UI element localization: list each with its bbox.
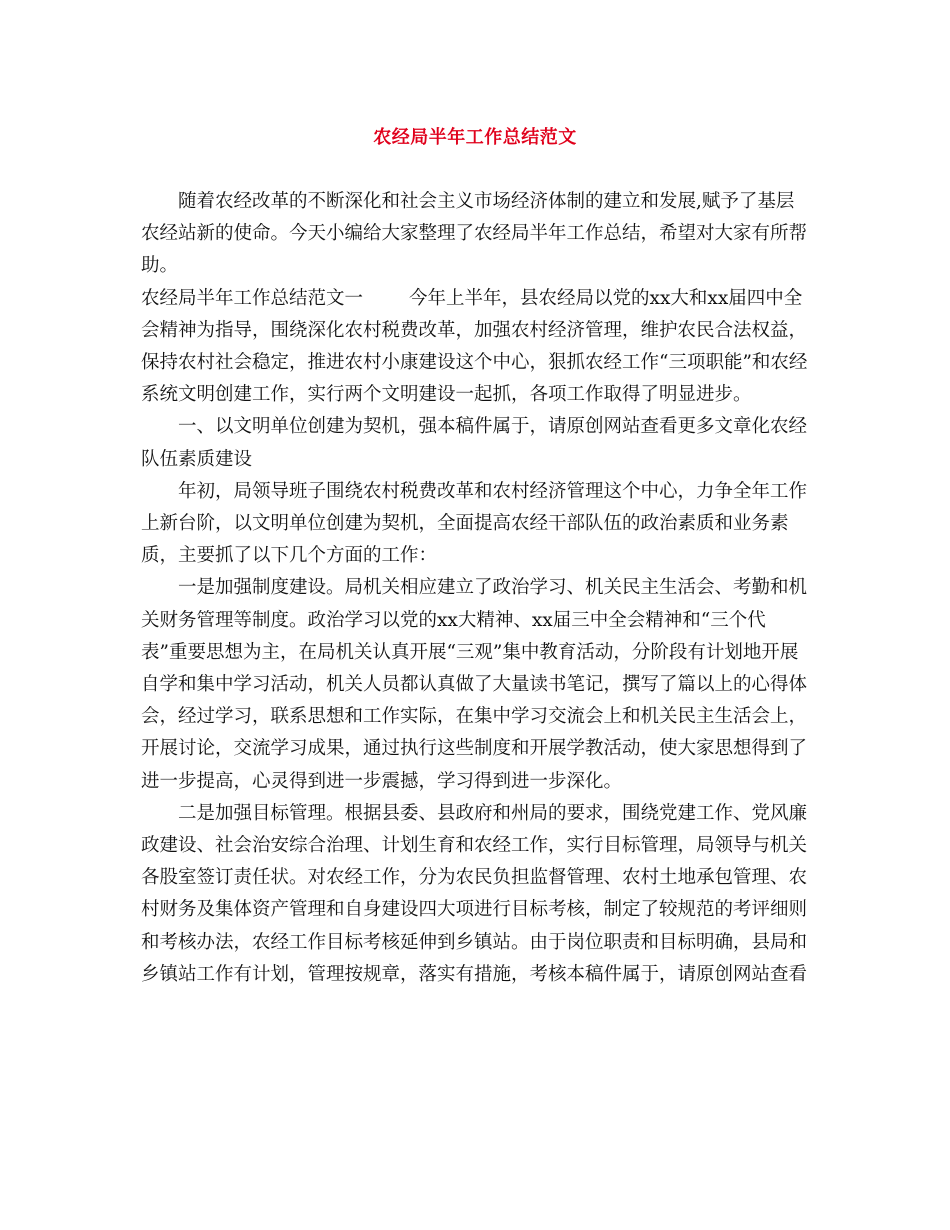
paragraph-point-one: 一、以文明单位创建为契机，强本稿件属于，请原创网站查看更多文章化农经队伍素质建设 [141,416,808,470]
paragraph-start-of-year: 年初，局领导班子围绕农村税费改革和农村经济管理这个中心，力争全年工作上新台阶，以文明单位创建为契机，全面提高农经干部队伍的政治素质和业务素质，主要抓了以下几个方面的工作： [141,480,808,567]
paragraph-section-one [141,283,811,412]
document-title: 农经局半年工作总结范文 [373,127,577,148]
section-one-text: 今年上半年，县农经局以党的xx大和xx届四中全会精神为指导，围绕深化农村税费改革，加强农村经济管理，维护农民合法权益，保持农村社会稳定，推进农村小康建设这个中心，狠抓农经工作“三项职能”和农经系统文明创建工作，实行两个文明建设一起抓，各项工作取得了明显进步。 [141,287,808,406]
paragraph-system-building: 一是加强制度建设。局机关相应建立了政治学习、机关民主生活会、考勤和机关财务管理等制度。政治学习以党的xx大精神、xx届三中全会精神和“三个代表”重要思想为主，在局机关认真开展“三观”集中教育活动，分阶段有计划地开展自学和集中学习活动，机关人员都认真做了大量读书笔记，撰写了篇以上的心得体会，经过学习，联系思想和工作实际，在集中学习交流会上和机关民主生活会上，开展讨论，交流学习成果，通过执行这些制度和开展学教活动，使大家思想得到了进一步提高，心灵得到进一步震撼，学习得到进一步深化。 [141,577,808,792]
section-heading: 农经局半年工作总结范文一 [141,287,364,309]
document-body [141,186,811,991]
paragraph-intro: 随着农经改革的不断深化和社会主义市场经济体制的建立和发展,赋予了基层农经站新的使命。今天小编给大家整理了农经局半年工作总结，希望对大家有所帮助。 [141,191,808,277]
paragraph-target-management: 二是加强目标管理。根据县委、县政府和州局的要求，围绕党建工作、党风廉政建设、社会治安综合治理、计划生育和农经工作，实行目标管理，局领导与机关各股室签订责任状。对农经工作，分为农民负担监督管理、农村土地承包管理、农村财务及集体资产管理和自身建设四大项进行目标考核，制定了较规范的考评细则和考核办法，农经工作目标考核延伸到乡镇站。由于岗位职责和目标明确，县局和乡镇站工作有计划，管理按规章，落实有措施，考核本稿件属于，请原创网站查看 [141,802,808,985]
